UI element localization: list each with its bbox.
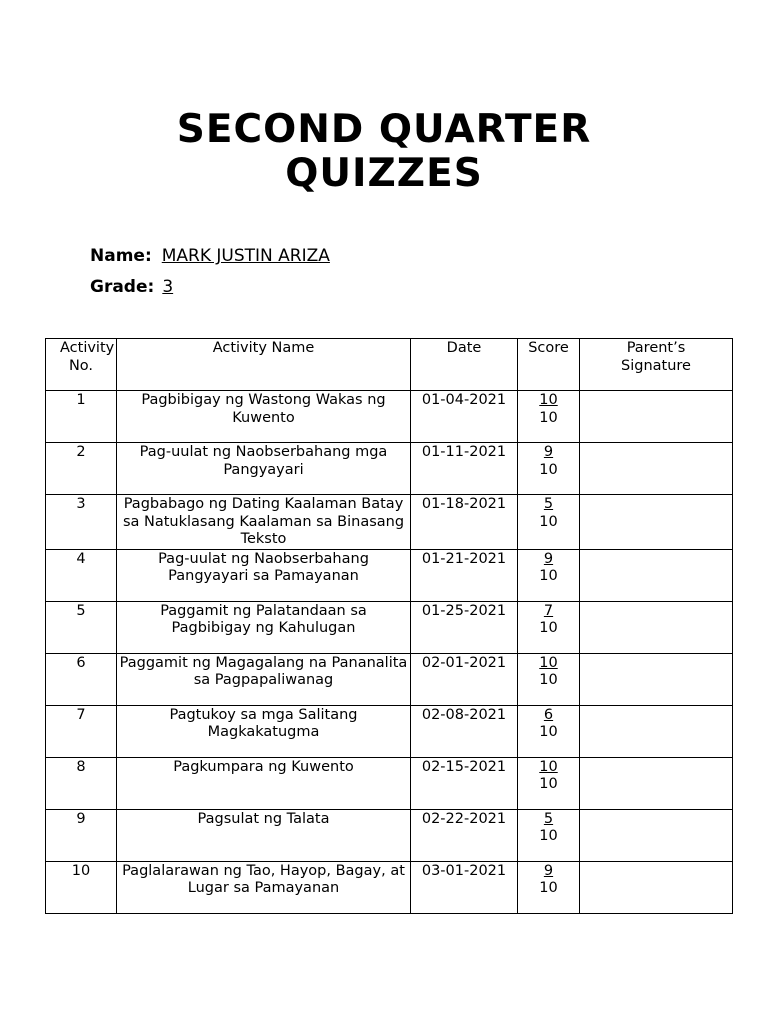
score-total: 10 bbox=[539, 776, 558, 792]
score-total: 10 bbox=[539, 409, 558, 426]
activity-name-cell: Pagbibigay ng Wastong Wakas ng Kuwento bbox=[117, 391, 411, 443]
date-cell: 03-01-2021 bbox=[411, 861, 518, 913]
grade-label: Grade: bbox=[90, 277, 155, 297]
score-value: 9 bbox=[543, 550, 554, 567]
activity-no-cell: 5 bbox=[46, 601, 117, 653]
student-name-row bbox=[90, 245, 330, 267]
activity-name-cell: Paggamit ng Magagalang na Pananalita sa Pagpapaliwanag bbox=[117, 653, 411, 705]
score-total: 10 bbox=[539, 724, 558, 740]
parent-signature-cell bbox=[580, 391, 733, 443]
date-cell: 02-01-2021 bbox=[411, 653, 518, 705]
student-grade-row bbox=[90, 276, 173, 298]
table-row bbox=[46, 601, 733, 653]
score-cell bbox=[518, 757, 580, 809]
date-cell: 01-18-2021 bbox=[411, 495, 518, 550]
activity-no-cell: 8 bbox=[46, 757, 117, 809]
score-total: 10 bbox=[539, 828, 558, 844]
activity-name-cell: Pagbabago ng Dating Kaalaman Batay sa Natuklasang Kaalaman sa Binasang Teksto bbox=[117, 495, 411, 550]
date-cell: 02-15-2021 bbox=[411, 757, 518, 809]
activity-no-cell: 7 bbox=[46, 705, 117, 757]
score-total: 10 bbox=[539, 568, 558, 584]
activity-no-cell: 9 bbox=[46, 809, 117, 861]
table-row bbox=[46, 705, 733, 757]
parent-signature-cell bbox=[580, 861, 733, 913]
score-value: 10 bbox=[539, 758, 558, 775]
score-value: 10 bbox=[539, 654, 558, 671]
parent-signature-cell bbox=[580, 705, 733, 757]
date-cell: 01-25-2021 bbox=[411, 601, 518, 653]
header-activity-no: Activity No. bbox=[46, 339, 117, 391]
activity-no-cell: 3 bbox=[46, 495, 117, 550]
score-cell bbox=[518, 495, 580, 550]
score-value: 9 bbox=[543, 862, 554, 879]
date-cell: 02-08-2021 bbox=[411, 705, 518, 757]
score-cell bbox=[518, 443, 580, 495]
score-total: 10 bbox=[539, 513, 558, 530]
header-activity-name: Activity Name bbox=[117, 339, 411, 391]
quiz-table bbox=[45, 338, 733, 914]
score-value: 10 bbox=[539, 392, 558, 408]
parent-signature-cell bbox=[580, 549, 733, 601]
parent-signature-cell bbox=[580, 809, 733, 861]
header-date: Date bbox=[411, 339, 518, 391]
date-cell: 02-22-2021 bbox=[411, 809, 518, 861]
activity-name-cell: Pagsulat ng Talata bbox=[117, 809, 411, 861]
table-row bbox=[46, 549, 733, 601]
table-row bbox=[46, 861, 733, 913]
header-score: Score bbox=[518, 339, 580, 391]
activity-name-cell: Pagtukoy sa mga Salitang Magkakatugma bbox=[117, 705, 411, 757]
page-title-line-1: SECOND QUARTER bbox=[176, 107, 592, 152]
activity-no-cell: 10 bbox=[46, 861, 117, 913]
activity-no-cell: 2 bbox=[46, 443, 117, 495]
activity-name-cell: Pag-uulat ng Naobserbahang mga Pangyayari bbox=[117, 443, 411, 495]
activity-no-cell: 4 bbox=[46, 549, 117, 601]
table-body bbox=[46, 391, 733, 914]
score-value: 5 bbox=[543, 496, 554, 512]
table-row bbox=[46, 653, 733, 705]
score-total: 10 bbox=[539, 620, 558, 636]
score-cell bbox=[518, 861, 580, 913]
grade-value: 3 bbox=[162, 277, 174, 297]
page-title-line-2: QUIZZES bbox=[285, 151, 483, 196]
name-value: MARK JUSTIN ARIZA bbox=[161, 246, 330, 266]
parent-signature-cell bbox=[580, 653, 733, 705]
table-row bbox=[46, 809, 733, 861]
score-value: 5 bbox=[543, 810, 554, 827]
score-total: 10 bbox=[539, 461, 558, 478]
parent-signature-cell bbox=[580, 443, 733, 495]
page-title bbox=[0, 108, 768, 196]
activity-name-cell: Paggamit ng Palatandaan sa Pagbibigay ng Kahulugan bbox=[117, 601, 411, 653]
table-row bbox=[46, 757, 733, 809]
activity-name-cell: Pagkumpara ng Kuwento bbox=[117, 757, 411, 809]
score-cell bbox=[518, 601, 580, 653]
table-header-row bbox=[46, 339, 733, 391]
score-cell bbox=[518, 549, 580, 601]
parent-signature-cell bbox=[580, 495, 733, 550]
parent-signature-cell bbox=[580, 601, 733, 653]
date-cell: 01-21-2021 bbox=[411, 549, 518, 601]
score-cell bbox=[518, 809, 580, 861]
header-parent-signature: Parent’s Signature bbox=[580, 339, 733, 391]
score-value: 6 bbox=[543, 706, 554, 723]
activity-no-cell: 6 bbox=[46, 653, 117, 705]
name-label: Name: bbox=[90, 246, 152, 266]
score-cell bbox=[518, 705, 580, 757]
date-cell: 01-11-2021 bbox=[411, 443, 518, 495]
score-cell bbox=[518, 391, 580, 443]
activity-no-cell: 1 bbox=[46, 391, 117, 443]
table-row bbox=[46, 443, 733, 495]
score-cell bbox=[518, 653, 580, 705]
score-total: 10 bbox=[539, 672, 558, 688]
score-value: 7 bbox=[543, 602, 554, 619]
table-row bbox=[46, 391, 733, 443]
activity-name-cell: Paglalarawan ng Tao, Hayop, Bagay, at Lugar sa Pamayanan bbox=[117, 861, 411, 913]
parent-signature-cell bbox=[580, 757, 733, 809]
table-row bbox=[46, 495, 733, 550]
activity-name-cell: Pag-uulat ng Naobserbahang Pangyayari sa Pamayanan bbox=[117, 549, 411, 601]
score-value: 9 bbox=[543, 444, 554, 460]
date-cell: 01-04-2021 bbox=[411, 391, 518, 443]
score-total: 10 bbox=[539, 880, 558, 896]
